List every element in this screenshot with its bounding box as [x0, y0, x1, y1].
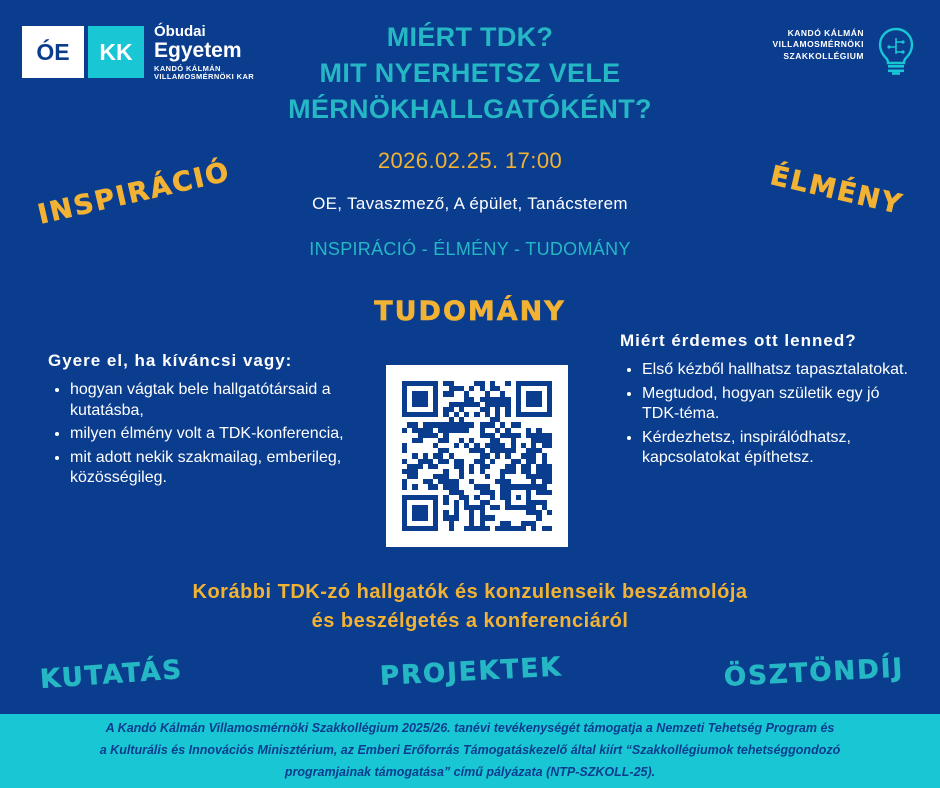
footer-line1: A Kandó Kálmán Villamosmérnöki Szakkollégium 2025/26. tanévi tevékenységét támogatja a Nemzeti Tehetség Program és — [105, 721, 835, 736]
logo-mark-oe-text: ÓE — [36, 38, 70, 65]
qr-code-matrix — [402, 381, 552, 531]
event-venue: OE, Tavaszmező, A épület, Tanácsterem — [312, 194, 628, 213]
qr-code[interactable] — [386, 365, 568, 547]
list-item: • hogyan vágtak bele hallgatótársaid a kutatásba, — [70, 380, 368, 421]
left-column-heading: Gyere el, ha kíváncsi vagy: — [48, 351, 293, 370]
footer-sponsor-bar — [0, 714, 940, 788]
left-column-list — [48, 380, 368, 488]
decor-word-inspiracio: INSPIRÁCIÓ — [35, 156, 234, 231]
event-tagline: INSPIRÁCIÓ - ÉLMÉNY - TUDOMÁNY — [309, 239, 631, 259]
page-title — [0, 20, 940, 128]
list-item: • Megtudod, hogyan születik egy jó TDK-téma. — [642, 384, 920, 425]
footer-line2: a Kulturális és Innovációs Minisztérium, az Emberi Erőforrás Támogatáskezelő által kiírt “Szakkollégiumok tehetséggondozó — [99, 743, 841, 758]
decor-word-elmeny: ÉLMÉNY — [767, 160, 906, 221]
college-name-line1: KANDÓ KÁLMÁN — [787, 28, 864, 38]
college-name-line3: SZAKKOLLÉGIUM — [783, 50, 864, 61]
decor-word-tudomany: TUDOMÁNY — [374, 296, 566, 327]
bottom-note — [0, 578, 940, 636]
university-name-line1: Óbudai — [154, 23, 206, 40]
left-column — [48, 350, 368, 491]
right-column-heading: Miért érdemes ott lenned? — [620, 331, 857, 350]
title-line-3: MÉRNÖKHALLGATÓKÉNT? — [288, 93, 652, 124]
decor-word-projektek: PROJEKTEK — [379, 652, 564, 692]
faculty-name-line2: VILLAMOSMÉRNÖKI KAR — [154, 71, 255, 81]
right-column-list — [620, 360, 920, 468]
decor-word-osztondij: ÖSZTÖNDÍJ — [723, 653, 905, 693]
list-item: • Első kézből hallhatsz tapasztalatokat. — [642, 360, 920, 380]
bottom-note-line2: és beszélgetés a konferenciáról — [311, 610, 629, 632]
faculty-name-line1: KANDÓ KÁLMÁN — [154, 63, 221, 73]
university-name-line2: Egyetem — [154, 38, 242, 62]
title-line-2: MIT NYERHETSZ VELE — [319, 57, 621, 88]
list-item: • Kérdezhetsz, inspirálódhatsz, kapcsolatokat építhetsz. — [642, 428, 920, 469]
right-column — [620, 330, 920, 471]
college-name-line2: VILLAMOSMÉRNÖKI — [772, 39, 864, 50]
logo-mark-kk-text: KK — [99, 38, 133, 65]
list-item: • milyen élmény volt a TDK-konferencia, — [70, 424, 368, 444]
list-item: • mit adott nekik szakmailag, emberileg, közösségileg. — [70, 448, 368, 489]
title-line-1: MIÉRT TDK? — [386, 22, 554, 52]
decor-word-kutatas: KUTATÁS — [39, 655, 185, 695]
event-datetime: 2026.02.25. 17:00 — [377, 148, 563, 173]
footer-line3: programjainak támogatása” című pályázata (NTP-SZKOLL-25). — [284, 764, 656, 779]
bottom-note-line1: Korábbi TDK-zó hallgatók és konzulenseik beszámolója — [192, 581, 748, 603]
